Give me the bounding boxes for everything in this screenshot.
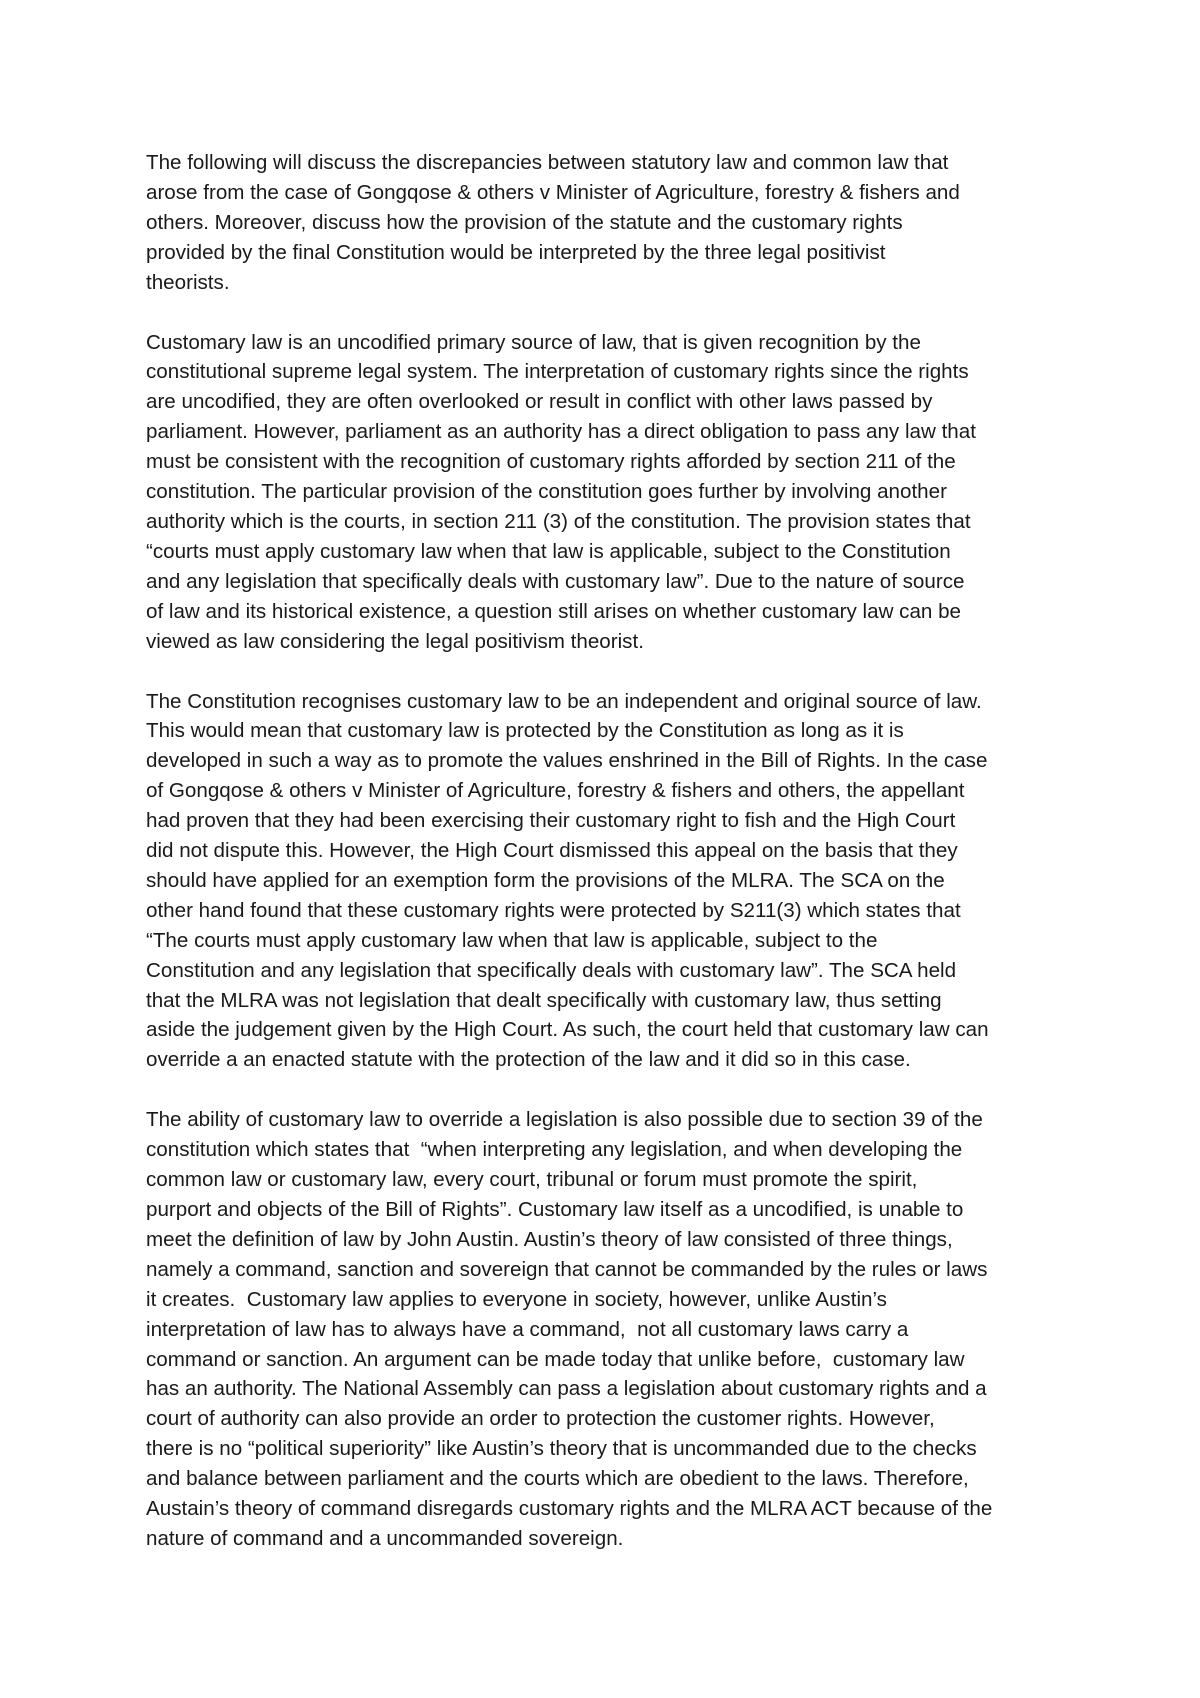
text-line: constitutional supreme legal system. The interpretation of customary rights since the rights bbox=[146, 360, 969, 384]
text-line: has an authority. The National Assembly can pass a legislation about customary rights and a bbox=[146, 1377, 987, 1401]
text-line: namely a command, sanction and sovereign that cannot be commanded by the rules or laws bbox=[146, 1257, 988, 1281]
text-line: “courts must apply customary law when that law is applicable, subject to the Constitution bbox=[146, 539, 951, 563]
text-line: Constitution and any legislation that specifically deals with customary law”. The SCA held bbox=[146, 958, 957, 982]
text-line: it creates. Customary law applies to everyone in society, however, unlike Austin’s bbox=[146, 1287, 887, 1311]
text-line: nature of command and a uncommanded sovereign. bbox=[146, 1526, 624, 1550]
text-line: common law or customary law, every court, tribunal or forum must promote the spirit, bbox=[146, 1168, 918, 1192]
text-line: aside the judgement given by the High Court. As such, the court held that customary law can bbox=[146, 1018, 989, 1042]
text-line: meet the definition of law by John Austin. Austin’s theory of law consisted of three things, bbox=[146, 1227, 953, 1251]
paragraph bbox=[146, 687, 1076, 1076]
text-line: court of authority can also provide an order to protection the customer rights. However, bbox=[146, 1407, 935, 1431]
text-line: did not dispute this. However, the High Court dismissed this appeal on the basis that they bbox=[146, 839, 958, 863]
text-line: constitution. The particular provision of the constitution goes further by involving another bbox=[146, 480, 947, 504]
paragraph bbox=[146, 1105, 1076, 1554]
text-line: parliament. However, parliament as an authority has a direct obligation to pass any law that bbox=[146, 420, 976, 444]
text-line: provided by the final Constitution would be interpreted by the three legal positivist bbox=[146, 240, 886, 264]
text-line: and balance between parliament and the courts which are obedient to the laws. Therefore, bbox=[146, 1467, 969, 1491]
paragraph bbox=[146, 148, 1076, 298]
text-line: developed in such a way as to promote the values enshrined in the Bill of Rights. In the case bbox=[146, 749, 988, 773]
text-line: override a an enacted statute with the protection of the law and it did so in this case. bbox=[146, 1048, 911, 1072]
text-line: of Gongqose & others v Minister of Agriculture, forestry & fishers and others, the appellant bbox=[146, 779, 965, 803]
text-line: that the MLRA was not legislation that dealt specifically with customary law, thus setting bbox=[146, 988, 942, 1012]
text-line: constitution which states that “when interpreting any legislation, and when developing the bbox=[146, 1138, 963, 1162]
text-line: must be consistent with the recognition of customary rights afforded by section 211 of the bbox=[146, 450, 956, 474]
text-line: Customary law is an uncodified primary source of law, that is given recognition by the bbox=[146, 330, 921, 354]
text-line: other hand found that these customary rights were protected by S211(3) which states that bbox=[146, 898, 961, 922]
text-line: interpretation of law has to always have a command, not all customary laws carry a bbox=[146, 1317, 909, 1341]
text-line: command or sanction. An argument can be made today that unlike before, customary law bbox=[146, 1347, 965, 1371]
text-line: had proven that they had been exercising their customary right to fish and the High Court bbox=[146, 809, 956, 833]
text-line: should have applied for an exemption form the provisions of the MLRA. The SCA on the bbox=[146, 868, 945, 892]
text-line: The following will discuss the discrepancies between statutory law and common law that bbox=[146, 151, 949, 174]
text-line: purport and objects of the Bill of Rights”. Customary law itself as a uncodified, is unable to bbox=[146, 1198, 964, 1221]
text-line: The Constitution recognises customary law to be an independent and original source of law. bbox=[146, 689, 982, 713]
text-line: and any legislation that specifically deals with customary law”. Due to the nature of source bbox=[146, 569, 965, 593]
paragraph bbox=[146, 328, 1076, 657]
text-line: authority which is the courts, in section 211 (3) of the constitution. The provision states that bbox=[146, 509, 971, 533]
text-line: The ability of customary law to override a legislation is also possible due to section 39 of the bbox=[146, 1108, 983, 1132]
text-line: there is no “political superiority” like Austin’s theory that is uncommanded due to the checks bbox=[146, 1437, 977, 1461]
text-line: of law and its historical existence, a question still arises on whether customary law can be bbox=[146, 599, 961, 623]
text-line: are uncodified, they are often overlooked or result in conflict with other laws passed by bbox=[146, 390, 933, 414]
text-line: This would mean that customary law is protected by the Constitution as long as it is bbox=[146, 719, 904, 743]
document-body bbox=[146, 148, 1076, 1584]
text-line: arose from the case of Gongqose & others v Minister of Agriculture, forestry & fishers and bbox=[146, 180, 960, 204]
text-line: Austain’s theory of command disregards customary rights and the MLRA ACT because of the bbox=[146, 1497, 993, 1521]
text-line: theorists. bbox=[146, 270, 230, 294]
text-line: “The courts must apply customary law when that law is applicable, subject to the bbox=[146, 928, 878, 952]
text-line: others. Moreover, discuss how the provision of the statute and the customary rights bbox=[146, 210, 903, 234]
text-line: viewed as law considering the legal positivism theorist. bbox=[146, 629, 644, 653]
